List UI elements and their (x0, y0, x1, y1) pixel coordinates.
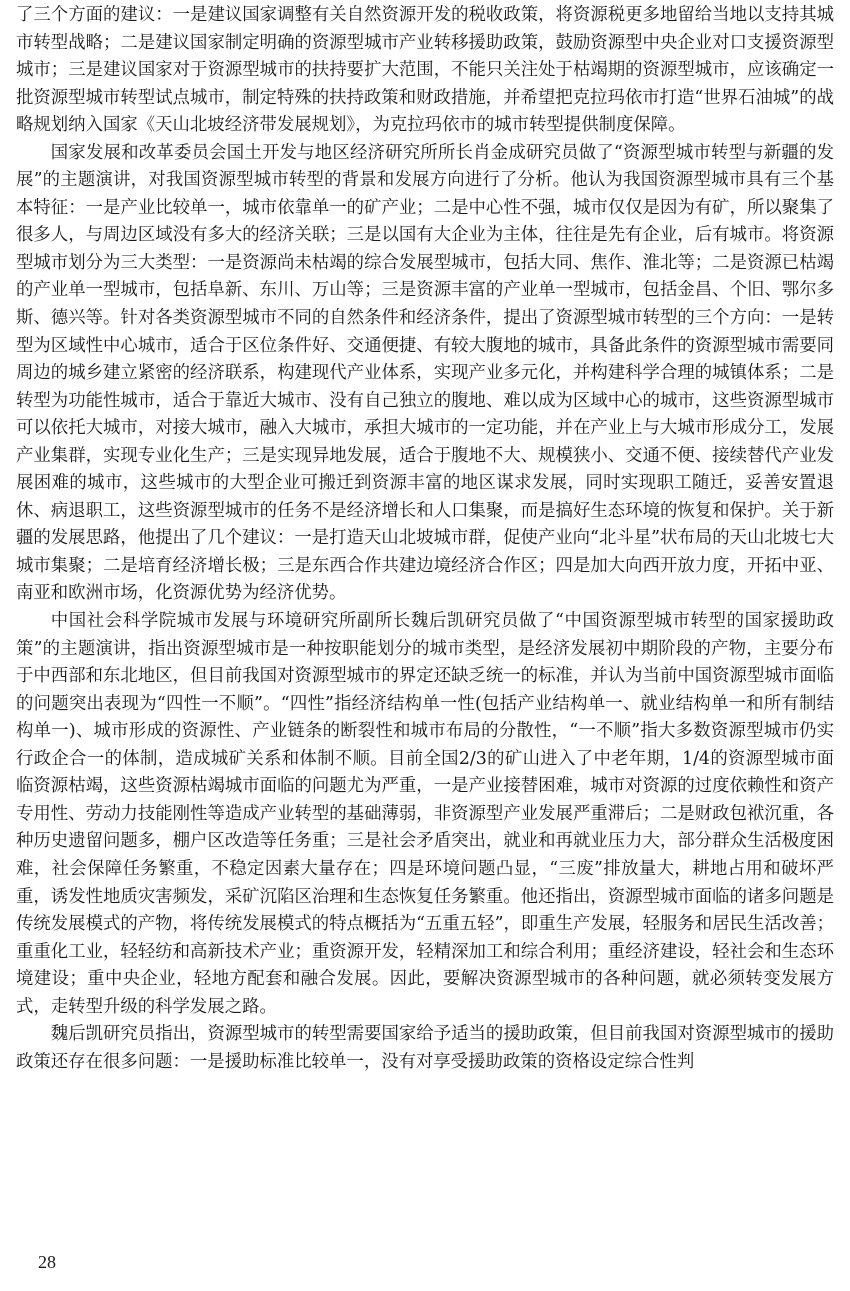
paragraph-aid-policy: 魏后凯研究员指出，资源型城市的转型需要国家给予适当的援助政策，但目前我国对资源型城市的援助政策还存在很多问题：一是援助标准比较单一，没有对享受援助政策的资格设定综合性判 (16, 1024, 834, 1072)
paragraph-xiao-jincheng: 国家发展和改革委员会国土开发与地区经济研究所所长肖金成研究员做了“资源型城市转型与新疆的发展”的主题演讲，对我国资源型城市转型的背景和发展方向进行了分析。他认为我国资源型城市具有三个基本特征：一是产业比较单一，城市依靠单一的矿产业；二是中心性不强，城市仅仅是因为有矿，所以聚集了很多人，与周边区域没有多大的经济关联；三是以国有大企业为主体，往往是先有企业，后有城市。将资源型城市划分为三大类型：一是资源尚未枯竭的综合发展型城市，包括大同、焦作、淮北等；二是资源已枯竭的产业单一型城市，包括阜新、东川、万山等；三是资源丰富的产业单一型城市，包括金昌、个旧、鄂尔多斯、德兴等。针对各类资源型城市不同的自然条件和经济条件，提出了资源型城市转型的三个方向：一是转型为区域性中心城市，适合于区位条件好、交通便捷、有较大腹地的城市，具备此条件的资源型城市需要同周边的城乡建立紧密的经济联系，构建现代产业体系，实现产业多元化，并构建科学合理的城镇体系；二是转型为功能性城市，适合于靠近大城市、没有自己独立的腹地、难以成为区域中心的城市，这些资源型城市可以依托大城市，对接大城市，融入大城市，承担大城市的一定功能，并在产业上与大城市形成分工，发展产业集群，实现专业化生产；三是实现异地发展，适合于腹地不大、规模狭小、交通不便、接续替代产业发展困难的城市，这些城市的大型企业可搬迁到资源丰富的地区谋求发展，同时实现职工随迁，妥善安置退休、病退职工，这些资源型城市的任务不是经济增长和人口集聚，而是搞好生态环境的恢复和保护。关于新疆的发展思路，他提出了几个建议：一是打造天山北坡城市群，促使产业向“北斗星”状布局的天山北坡七大城市集聚；二是培育经济增长极；三是东西合作共建边境经济合作区；四是加大向西开放力度，开拓中亚、南亚和欧洲市场，化资源优势为经济优势。 (16, 142, 834, 604)
document-body (16, 2, 834, 1076)
paragraph-wei-houkai: 中国社会科学院城市发展与环境研究所副所长魏后凯研究员做了“中国资源型城市转型的国家援助政策”的主题演讲，指出资源型城市是一种按职能划分的城市类型，是经济发展初中期阶段的产物，主要分布于中西部和东北地区，但目前我国对资源型城市的界定还缺乏统一的标准，并认为当前中国资源型城市面临的问题突出表现为“四性一不顺”。“四性”指经济结构单一性(包括产业结构单一、就业结构单一和所有制结构单一)、城市形成的资源性、产业链条的断裂性和城市布局的分散性，“一不顺”指大多数资源型城市仍实行政企合一的体制，造成城矿关系和体制不顺。目前全国2/3的矿山进入了中老年期，1/4的资源型城市面临资源枯竭，这些资源枯竭城市面临的问题尤为严重，一是产业接替困难，城市对资源的过度依赖性和资产专用性、劳动力技能刚性等造成产业转型的基础薄弱，非资源型产业发展严重滞后；二是财政包袱沉重，各种历史遗留问题多，棚户区改造等任务重；三是社会矛盾突出，就业和再就业压力大，部分群众生活极度困难，社会保障任务繁重，不稳定因素大量存在；四是环境问题凸显，“三废”排放量大，耕地占用和破坏严重，诱发性地质灾害频发，采矿沉陷区治理和生态恢复任务繁重。他还指出，资源型城市面临的诸多问题是传统发展模式的产物，将传统发展模式的特点概括为“五重五轻”，即重生产发展，轻服务和居民生活改善；重重化工业，轻轻纺和高新技术产业；重资源开发，轻精深加工和综合利用；重经济建设，轻社会和生态环境建设；重中央企业，轻地方配套和融合发展。因此，要解决资源型城市的各种问题，就必须转变发展方式，走转型升级的科学发展之路。 (16, 611, 834, 1017)
page-number: 28 (38, 1252, 56, 1272)
paragraph-continued: 了三个方面的建议：一是建议国家调整有关自然资源开发的税收政策，将资源税更多地留给当地以支持其城市转型战略；二是建议国家制定明确的资源型城市产业转移援助政策，鼓励资源型中央企业对口支援资源型城市；三是建议国家对于资源型城市的扶持要扩大范围，不能只关注处于枯竭期的资源型城市，应该确定一批资源型城市转型试点城市，制定特殊的扶持政策和财政措施，并希望把克拉玛依市打造“世界石油城”的战略规划纳入国家《天山北坡经济带发展规划》，为克拉玛依市的城市转型提供制度保障。 (16, 5, 834, 136)
